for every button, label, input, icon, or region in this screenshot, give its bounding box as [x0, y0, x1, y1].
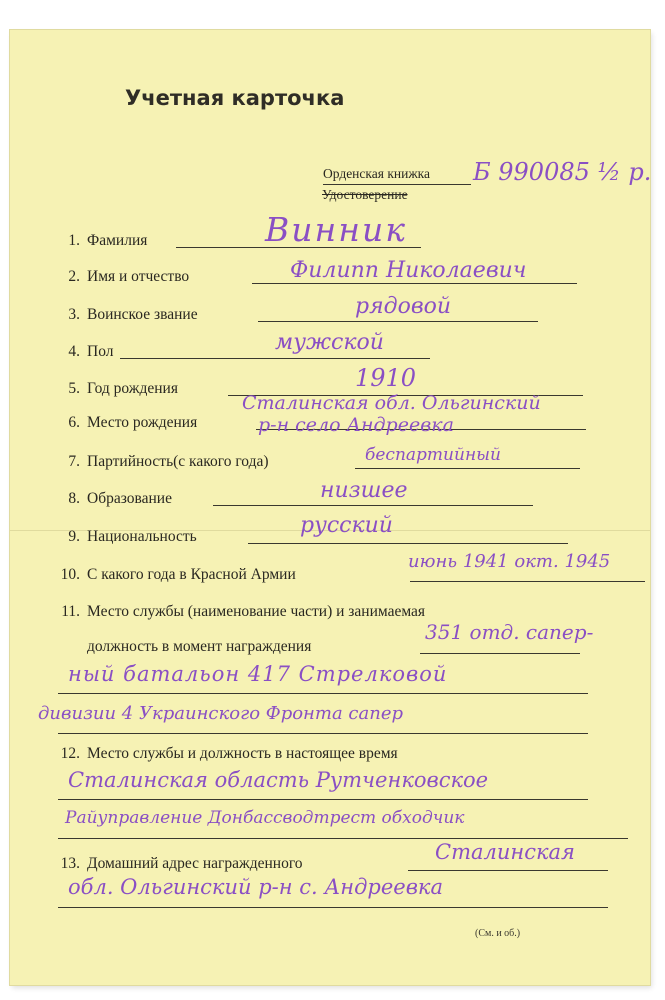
field-label-party: Партийность(с какого года)	[87, 453, 269, 470]
field-number: 4.	[68, 343, 80, 360]
field-underline	[58, 838, 628, 839]
field-value-party: беспартийный	[365, 445, 501, 465]
field-underline	[420, 653, 580, 654]
field-underline	[355, 468, 580, 469]
field-value-birthplace-line2: р-н село Андреевка	[258, 414, 454, 436]
field-value-surname: Винник	[265, 210, 407, 249]
field-label-birthplace: Место рождения	[87, 414, 198, 431]
field-underline	[408, 870, 608, 871]
field-value-sex: мужской	[275, 330, 384, 355]
field-label-education: Образование	[87, 490, 172, 507]
field-number: 6.	[68, 414, 80, 431]
field-label-name: Имя и отчество	[87, 268, 190, 285]
field-underline	[58, 907, 608, 908]
field-label-service-place-line2: должность в момент награждения	[87, 638, 312, 655]
field-label-army-since: С какого года в Красной Армии	[87, 566, 296, 583]
field-value-service-line2: ный батальон 417 Стрелковой	[68, 662, 448, 686]
field-label-home-address: Домашний адрес награжденного	[87, 855, 303, 872]
field-value-service-line3: дивизии 4 Украинского Фронта сапер	[38, 703, 404, 724]
field-underline	[120, 358, 430, 359]
field-underline	[58, 693, 588, 694]
field-label-nationality: Национальность	[87, 528, 197, 545]
order-book-number: Б 990085 ½ р.	[473, 158, 652, 186]
field-value-birth-year: 1910	[355, 364, 417, 392]
field-value-rank: рядовой	[355, 294, 452, 319]
field-number: 2.	[68, 268, 80, 285]
field-label-current-service: Место службы и должность в настоящее время	[87, 745, 398, 762]
field-value-name: Филипп Николаевич	[290, 258, 527, 283]
field-number: 8.	[68, 490, 80, 507]
field-number: 10.	[60, 566, 80, 583]
footer-note: (См. и об.)	[475, 928, 521, 939]
field-underline	[258, 321, 538, 322]
order-book-label: Орденская книжка	[323, 166, 431, 181]
field-label-sex: Пол	[87, 343, 114, 360]
field-number: 12.	[60, 745, 80, 762]
field-label-service-place-line1: Место службы (наименование части) и занимаемая	[87, 603, 426, 620]
order-book-underline	[323, 184, 471, 185]
field-underline	[252, 283, 577, 284]
field-number: 11.	[61, 603, 80, 620]
field-number: 5.	[68, 380, 80, 397]
field-number: 7.	[68, 453, 80, 470]
field-number: 9.	[68, 528, 80, 545]
field-underline	[213, 505, 533, 506]
card-title: Учетная карточка	[125, 86, 345, 110]
field-number: 1.	[68, 232, 80, 249]
field-label-birth-year: Год рождения	[87, 380, 178, 397]
field-value-address-line2: обл. Ольгинский р-н с. Андреевка	[68, 875, 443, 899]
field-label-rank: Воинское звание	[87, 306, 198, 323]
field-underline	[58, 733, 588, 734]
field-value-current-service-line1: Сталинская область Рутченковское	[68, 768, 489, 792]
field-value-service-line1: 351 отд. сапер-	[425, 620, 594, 644]
field-value-current-service-line2: Райуправление Донбассводтрест обходчик	[65, 808, 465, 828]
field-value-army-since: июнь 1941 окт. 1945	[408, 551, 611, 572]
field-underline	[58, 799, 588, 800]
field-underline	[410, 581, 645, 582]
field-value-education: низшее	[320, 478, 408, 503]
field-value-nationality: русский	[300, 513, 393, 538]
field-number: 13.	[60, 855, 80, 872]
field-value-address-line1: Сталинская	[435, 840, 575, 864]
field-number: 3.	[68, 306, 80, 323]
field-label-surname: Фамилия	[87, 232, 148, 249]
field-value-birthplace-line1: Сталинская обл. Ольгинский	[242, 392, 541, 414]
field-underline	[248, 543, 568, 544]
certificate-label: Удостоверение	[322, 187, 408, 202]
